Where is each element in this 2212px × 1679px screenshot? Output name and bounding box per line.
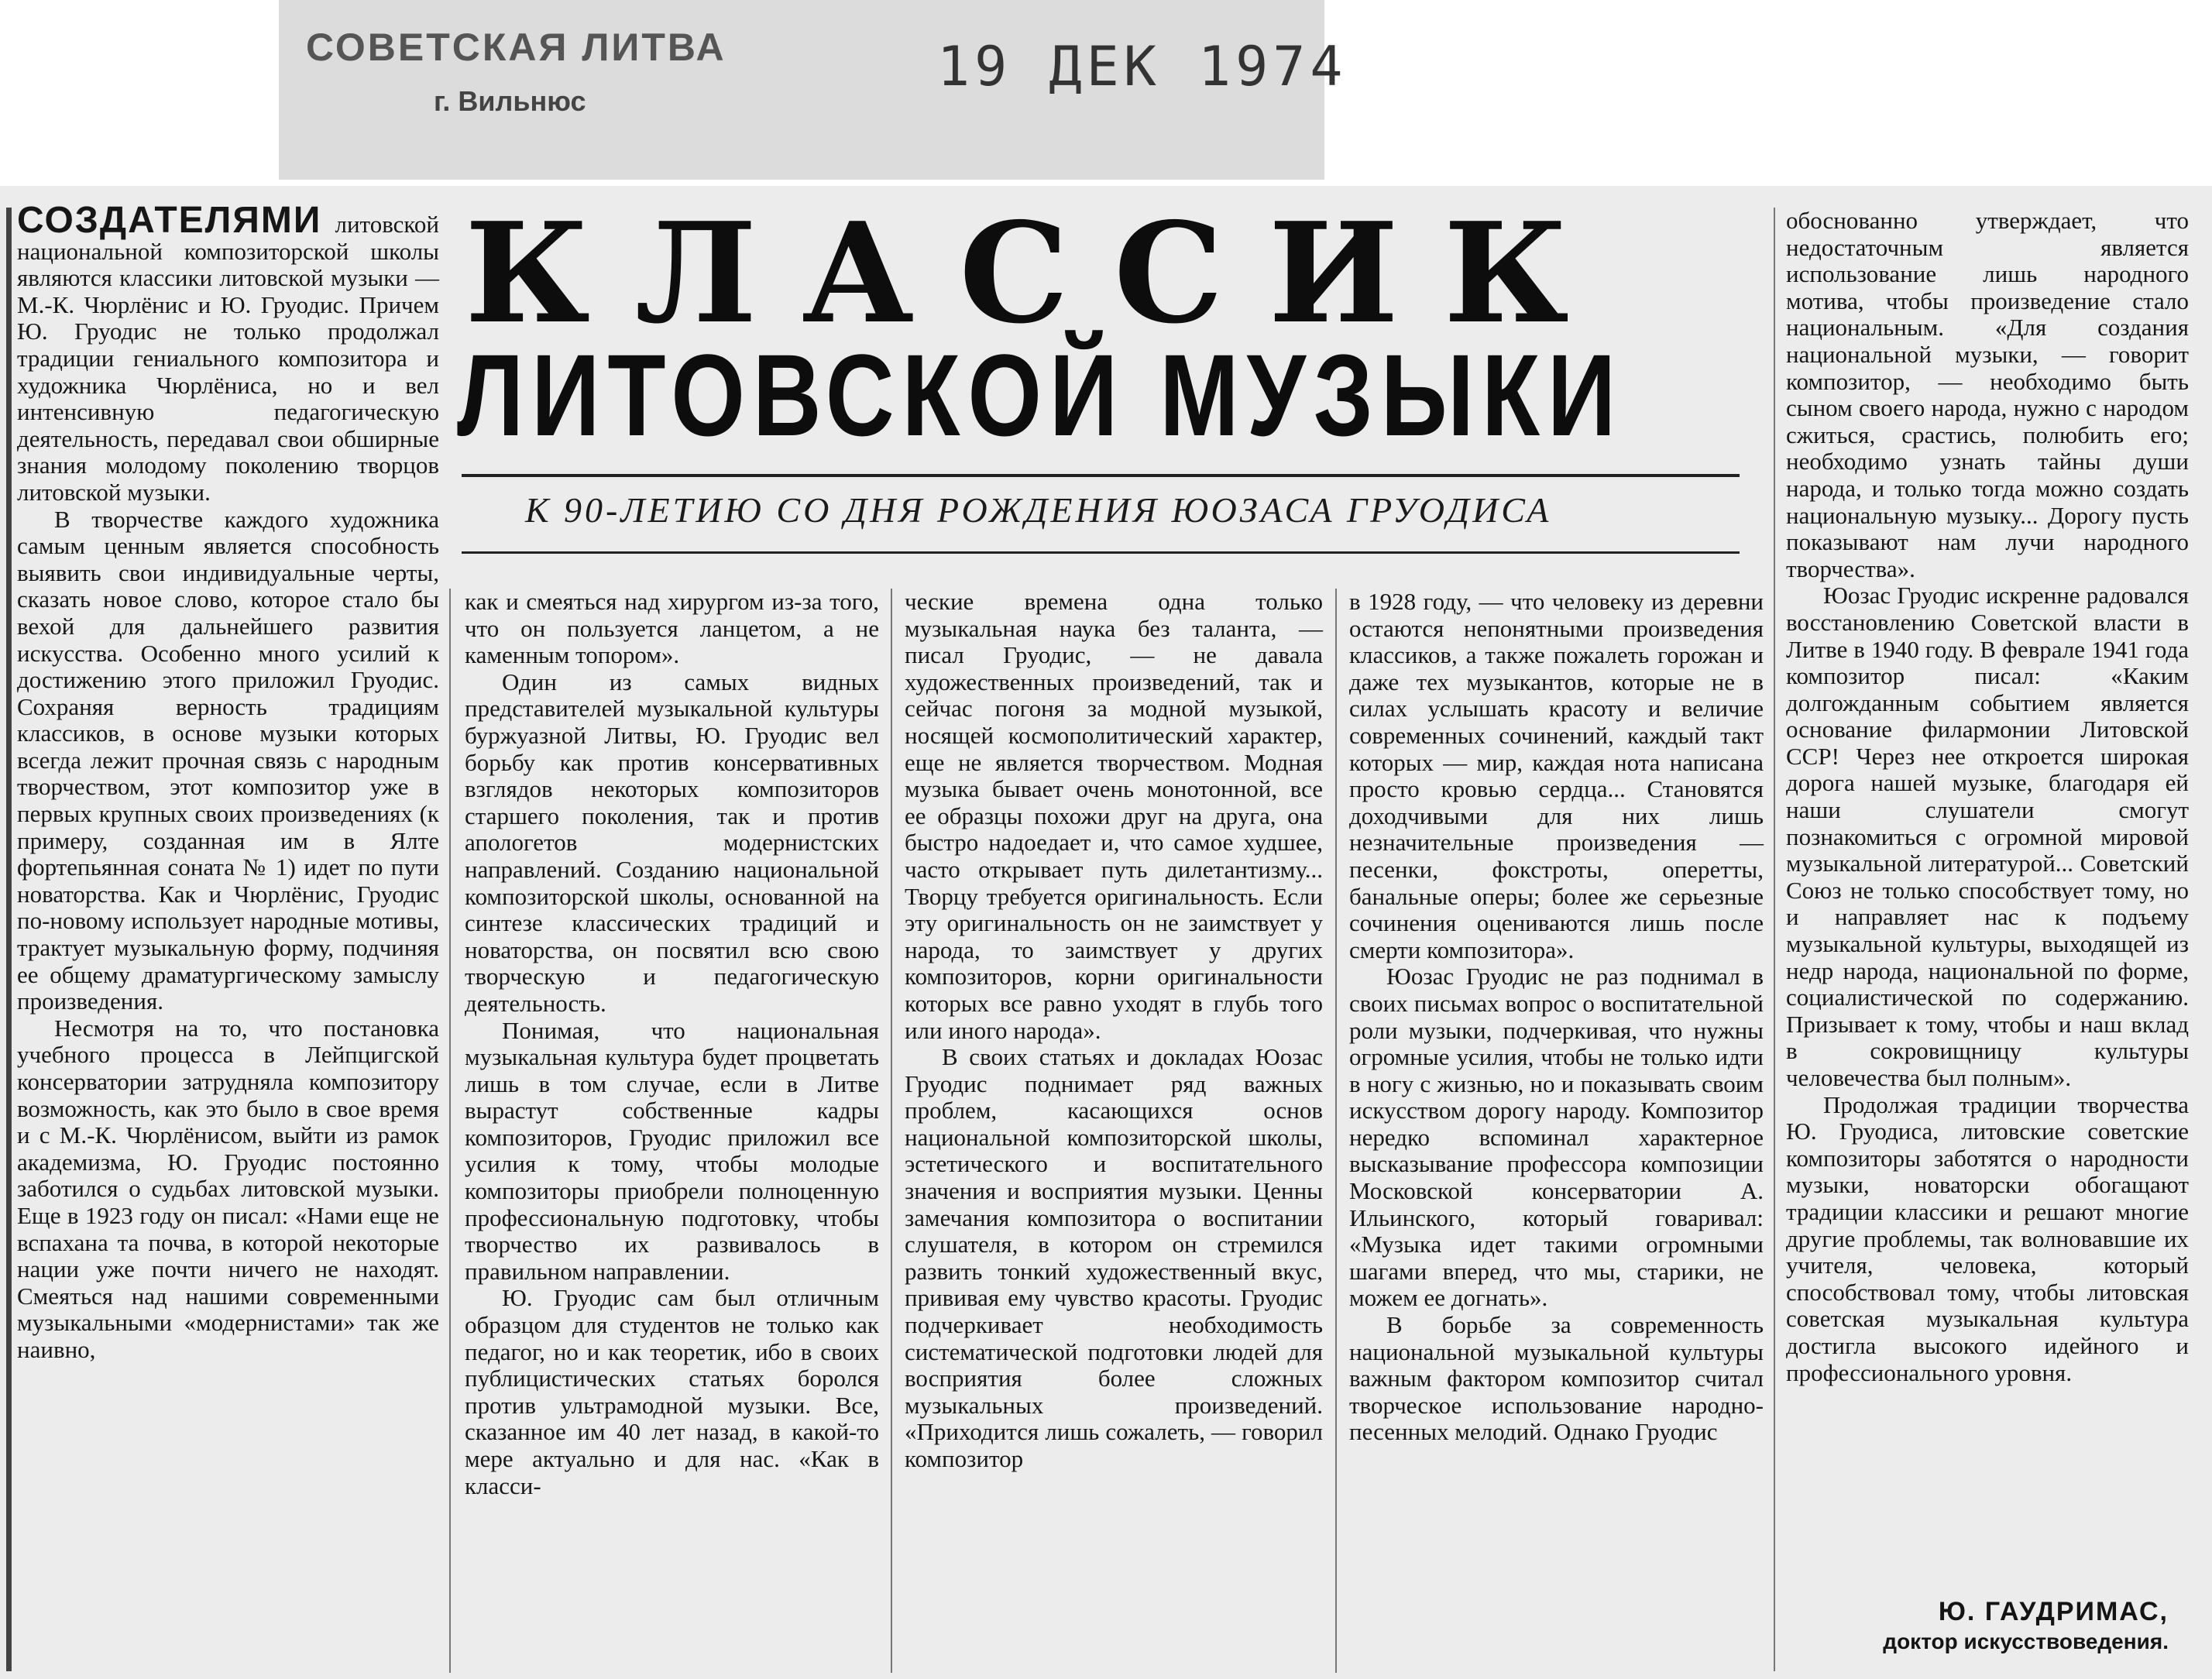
- paragraph: в 1928 году, — что человеку из деревни остаются непонятными произведения классиков, а также пожалеть горожан и даже тех музыкантов, которые не в силах услышать красоту и величие современных сочинений, каждый такт которых — мир, каждая нота написана просто кровью сердца... Становятся доходчивыми для них лишь незначительные произведения — песенки, фокстроты, оперетты, банальные оперы; более же серьезные сочинения оцениваются лишь после смерти композитора».: [1349, 588, 1764, 963]
- headline-line-2: ЛИТОВСКОЙ МУЗЫКИ: [457, 330, 1624, 460]
- paragraph: как и смеяться над хирургом из-за того, что он пользуется ланцетом, а не каменным топором».: [465, 588, 879, 669]
- paragraph: В своих статьях и докладах Юозас Груодис поднимает ряд важных проблем, касающихся основ национальной композиторской школы, эстетического и воспитательного значения и восприятия музыки. Ценны замечания композитора о воспитании слушателя, в котором он стремился развить тонкий художественный вкус, прививая ему чувство красоты. Груодис подчеркивает необходимость систематической подготовки людей для восприятия более сложных музыкальных произведений. «Приходится лишь сожалеть, — говорил композитор: [905, 1043, 1323, 1472]
- date-stamp: 19 ДЕК 1974: [937, 35, 1348, 98]
- paragraph: Понимая, что национальная музыкальная культура будет процветать лишь в том случае, если в Литве вырастут собственные кадры композиторов, Груодис приложил все усилия к тому, чтобы молодые композиторы приобрели полноценную профессиональную подготовку, чтобы творчество их развивалось в правильном направлении.: [465, 1016, 879, 1285]
- paragraph: Ю. Груодис сам был отличным образцом для студентов не только как педагог, но и как теоретик, ибо в своих публицистических статьях боролся против ультрамодной музыки. Все, сказанное им 40 лет назад, в какой-то мере актуально и для нас. «Как в класси-: [465, 1284, 879, 1499]
- article-column-4: [1349, 589, 1764, 1446]
- article-column-3: [905, 589, 1323, 1473]
- column-separator: [449, 589, 451, 1673]
- headline-rule-top: [462, 474, 1740, 477]
- dropcap-word: СОЗДАТЕЛЯМИ: [17, 200, 322, 241]
- headline-line-1: КЛАССИК: [465, 192, 1614, 354]
- subtitle: К 90-ЛЕТИЮ СО ДНЯ РОЖДЕНИЯ ЮОЗАСА ГРУОДИСА: [525, 490, 1552, 530]
- paragraph: Юозас Груодис не раз поднимал в своих письмах вопрос о воспитательной роли музыки, подчеркивая, что нужны огромные усилия, чтобы не только идти в ногу с жизнью, но и показывать своим искусством дорогу народу. Композитор нередко вспоминал характерное высказывание профессора композиции Московской консерватории А. Ильинского, который говаривал: «Музыка идет такими огромными шагами вперед, что мы, старики, не можем ее догнать».: [1349, 963, 1764, 1312]
- clipping-edge: [6, 208, 12, 1671]
- paragraph: В борьбе за современность национальной музыкальной культуры важным фактором композитор считал творческое использование народно-песенных мелодий. Однако Груодис: [1349, 1311, 1764, 1446]
- lead-paragraph: [17, 200, 439, 506]
- column-separator: [1335, 589, 1337, 1673]
- newspaper-name-stamp: СОВЕТСКАЯ ЛИТВА: [306, 26, 726, 69]
- paragraph: Юозас Груодис искренне радовался восстановлению Советской власти в Литве в 1940 году. В феврале 1941 года композитор писал: «Каким долгожданным событием является основание филармонии Литовской ССР! Через нее откроется широкая дорога нашей музыке, благодаря ей наши слушатели смогут познакомиться с огромной мировой музыкальной литературой... Советский Союз не только способствует тому, но и направляет нас к подъему музыкальной культуры, выходящей из недр народа, национальной по форме, социалистической по содержанию. Призывает к тому, чтобы и наш вклад в сокровищницу культуры человечества был полным».: [1786, 582, 2189, 1091]
- lead-word: литовской: [335, 211, 439, 238]
- paragraph: обоснованно утверждает, что недостаточным является использование лишь народного мотива, чтобы произведение стало национальным. «Для создания национальной музыки, — говорит композитор, — необходимо быть сыном своего народа, нужно с народом сжиться, срастись, полюбить его; необходимо узнать тайны души народа, и только тогда можно создать национальную музыку... Дорогу пусть показывают нам лучи народного творчества».: [1786, 207, 2189, 582]
- headline-rule-bottom: [462, 551, 1740, 554]
- city-stamp: г. Вильнюс: [434, 85, 586, 117]
- article-column-1: [17, 200, 439, 1364]
- paragraph: Продолжая традиции творчества Ю. Груодиса, литовские советские композиторы заботятся о народности музыки, новаторски обогащают традиции классики и решают многие другие проблемы, так волновавшие их учителя, человека, который способствовал тому, чтобы литовская советская музыкальная культура достигла высокого идейного и профессионального уровня.: [1786, 1090, 2189, 1386]
- author-title: доктор искусствоведения.: [1883, 1629, 2169, 1653]
- paragraph: Один из самых видных представителей музыкальной культуры буржуазной Литвы, Ю. Груодис вел борьбу как против консервативных взглядов некоторых композиторов старшего поколения, так и против апологетов модернистских направлений. Созданию национальной композиторской школы, основанной на синтезе классических традиций и новаторства, он посвятил всю свою творческую и педагогическую деятельность.: [465, 668, 879, 1017]
- article-column-2: [465, 589, 879, 1499]
- paragraph: Несмотря на то, что постановка учебного процесса в Лейпцигской консерватории затрудняла композитору возможность, как это было в свое время и с М.-К. Чюрлёнисом, выйти из рамок академизма, Ю. Груодис постоянно заботился о судьбах литовской музыки. Еще в 1923 году он писал: «Нами еще не вспахана та почва, в которой некоторые нации уже почти ничего не находят. Смеяться над нашими современными музыкальными «модернистами» так же наивно,: [17, 1014, 439, 1363]
- paragraph: В творчестве каждого художника самым ценным является способность выявить свои индивидуальные черты, сказать новое слово, которое стало бы вехой для дальнейшего развития искусства. Особенно много усилий к достижению этого приложил Груодис. Сохраняя верность традициям классиков, в основе музыки которых всегда лежит прочная связь с народным творчеством, этот композитор уже в первых крупных своих произведениях (к примеру, созданная им в Ялте фортепьянная соната № 1) идет по пути новаторства. Как и Чюрлёнис, Груодис по-новому использует народные мотивы, трактует музыкальную форму, подчиняя ее общему драматургическому замыслу произведения.: [17, 505, 439, 1015]
- article-column-5: [1786, 208, 2189, 1386]
- column-separator: [1774, 208, 1775, 1671]
- column-separator: [891, 589, 892, 1673]
- paragraph: ческие времена одна только музыкальная наука без таланта, — писал Груодис, — не давала художественных произведений, так и сейчас погоня за модной музыкой, носящей космополитический характер, еще не является творчеством. Модная музыка бывает очень монотонной, все ее образцы похожи друг на друга, она быстро надоедает и, что самое худшее, часто открывает путь дилетантизму... Творцу требуется оригинальность. Если эту оригинальность он не заимствует у народа, то заимствует у других композиторов, корни оригинальности которых все равно уходят в глубь того или иного народа».: [905, 588, 1323, 1044]
- author-name: Ю. ГАУДРИМАС,: [1938, 1597, 2169, 1626]
- paragraph-text: национальной композиторской школы являются классики литовской музыки — М.-К. Чюрлёнис и Ю. Груодис. Причем Ю. Груодис не только продолжал традиции гениального композитора и художника Чюрлёниса, но и вел интенсивную педагогическую деятельность, передавал свои обширные знания молодому поколению творцов литовской музыки.: [17, 237, 439, 506]
